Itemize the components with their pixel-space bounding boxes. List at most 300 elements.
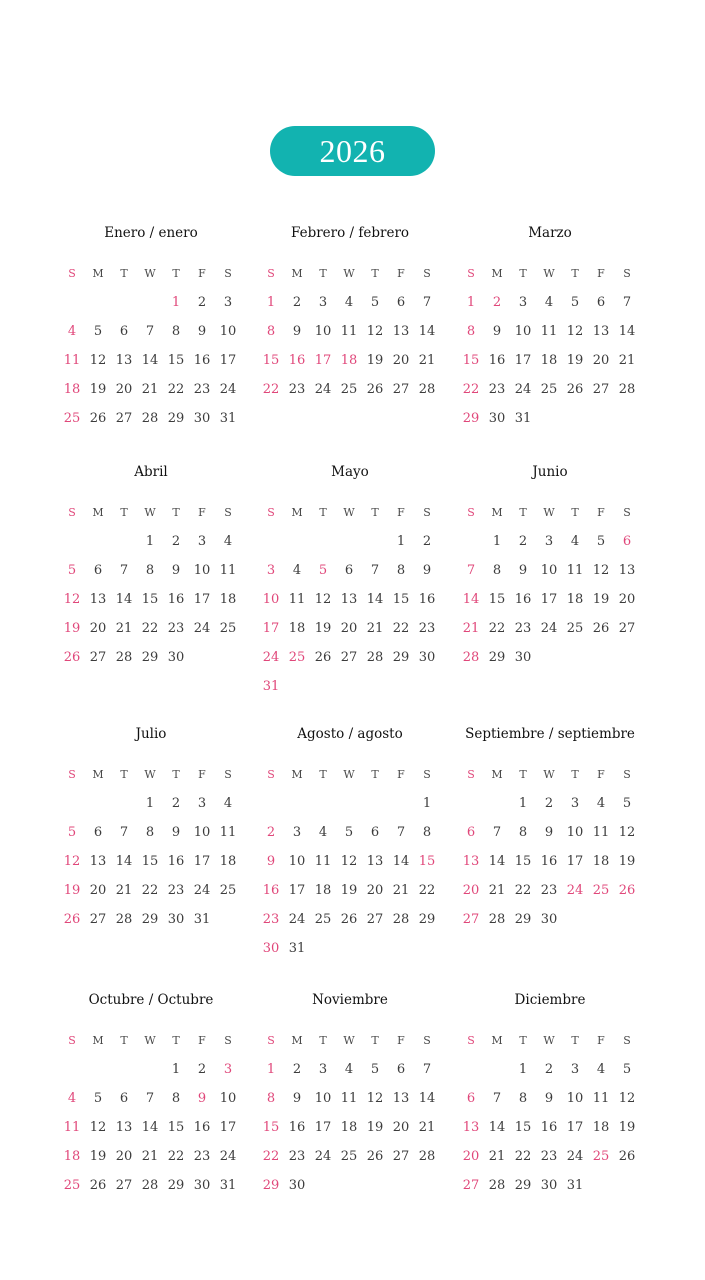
day-cell: 17 [514,353,532,368]
day-cell: 25 [592,883,610,898]
day-cell: 23 [488,382,506,397]
day-cell: 12 [566,324,584,339]
day-cell: 27 [366,912,384,927]
day-cell: 30 [167,650,185,665]
day-cell: 7 [119,563,129,578]
day-cell: 18 [63,1149,81,1164]
day-cell: 22 [488,621,506,636]
day-cell: 20 [115,1149,133,1164]
day-cell: 4 [344,1062,354,1077]
day-cell: 5 [622,1062,632,1077]
weekday-label: M [491,506,503,519]
day-cell: 3 [318,1062,328,1077]
day-cell: 6 [466,825,476,840]
day-cell: 18 [340,1120,358,1135]
weekday-label: F [198,267,206,280]
day-cell: 20 [462,883,480,898]
day-cell: 8 [171,324,181,339]
day-cell: 17 [193,854,211,869]
weekday-label: T [120,267,128,280]
weekday-label: S [267,1034,275,1047]
day-cell: 22 [167,382,185,397]
day-cell: 23 [288,382,306,397]
weekday-label: S [224,1034,232,1047]
day-cell: 14 [141,1120,159,1135]
day-cell: 26 [314,650,332,665]
day-cell: 15 [262,1120,280,1135]
day-cell: 5 [67,563,77,578]
day-cell: 10 [314,1091,332,1106]
day-cell: 26 [63,912,81,927]
day-cell: 30 [514,650,532,665]
weekday-label: M [491,267,503,280]
day-cell: 28 [488,912,506,927]
weekday-label: W [543,768,555,781]
day-cell: 19 [566,353,584,368]
day-cell: 2 [197,295,207,310]
day-cell: 14 [618,324,636,339]
day-cell: 2 [422,534,432,549]
day-cell: 7 [396,825,406,840]
day-cell: 30 [488,411,506,426]
day-cell: 10 [193,825,211,840]
day-cell: 31 [514,411,532,426]
weekday-label: F [198,1034,206,1047]
day-cell: 1 [492,534,502,549]
day-cell: 7 [145,324,155,339]
day-cell: 27 [618,621,636,636]
day-cell: 11 [340,1091,358,1106]
day-cell: 1 [518,1062,528,1077]
day-cell: 30 [167,912,185,927]
day-cell: 27 [462,1178,480,1193]
day-cell: 1 [422,796,432,811]
day-cell: 18 [219,854,237,869]
day-cell: 27 [462,912,480,927]
day-cell: 21 [141,1149,159,1164]
day-cell: 22 [262,382,280,397]
day-cell: 24 [219,1149,237,1164]
weekday-label: S [623,267,631,280]
day-cell: 22 [141,883,159,898]
weekday-label: M [92,1034,104,1047]
day-cell: 2 [544,1062,554,1077]
day-cell: 21 [115,883,133,898]
day-cell: 10 [314,324,332,339]
day-cell: 8 [492,563,502,578]
day-cell: 15 [167,1120,185,1135]
weekday-label: T [319,768,327,781]
weekday-label: T [172,267,180,280]
day-cell: 21 [141,382,159,397]
weekday-label: W [543,506,555,519]
weekday-label: T [120,768,128,781]
day-cell: 7 [145,1091,155,1106]
day-cell: 26 [366,1149,384,1164]
day-cell: 20 [618,592,636,607]
day-cell: 16 [488,353,506,368]
day-cell: 23 [288,1149,306,1164]
weekday-label: M [92,768,104,781]
day-cell: 2 [266,825,276,840]
day-cell: 12 [618,1091,636,1106]
day-cell: 15 [167,353,185,368]
weekday-label: T [519,267,527,280]
day-cell: 21 [488,883,506,898]
day-cell: 27 [89,912,107,927]
weekday-label: S [224,267,232,280]
day-cell: 6 [622,534,632,549]
weekday-label: F [597,768,605,781]
day-cell: 2 [292,1062,302,1077]
weekday-label: S [623,1034,631,1047]
weekday-label: T [571,1034,579,1047]
month-title: Agosto / agosto [297,726,403,742]
day-cell: 29 [141,650,159,665]
weekday-header [458,768,642,784]
day-cell: 28 [392,912,410,927]
weekday-label: M [291,267,303,280]
day-cell: 9 [171,825,181,840]
day-cell: 11 [288,592,306,607]
day-cell: 23 [540,1149,558,1164]
day-cell: 5 [622,796,632,811]
day-cell: 12 [63,592,81,607]
day-cell: 28 [141,1178,159,1193]
day-cell: 31 [566,1178,584,1193]
day-cell: 21 [418,1120,436,1135]
day-cell: 12 [314,592,332,607]
day-cell: 14 [418,1091,436,1106]
weekday-label: T [120,1034,128,1047]
day-cell: 15 [141,854,159,869]
weekday-label: F [397,768,405,781]
weekday-label: S [68,267,76,280]
day-cell: 17 [566,1120,584,1135]
day-cell: 22 [392,621,410,636]
weekday-label: F [597,1034,605,1047]
day-cell: 18 [540,353,558,368]
day-cell: 2 [171,796,181,811]
month-title: Marzo [528,225,572,241]
day-cell: 3 [518,295,528,310]
day-cell: 3 [570,1062,580,1077]
month-title: Junio [532,464,568,480]
day-cell: 16 [514,592,532,607]
day-cell: 13 [592,324,610,339]
weekday-label: T [571,506,579,519]
day-cell: 26 [89,1178,107,1193]
day-cell: 27 [392,1149,410,1164]
weekday-header [59,506,243,522]
day-cell: 25 [566,621,584,636]
month-title: Noviembre [312,992,388,1008]
day-cell: 19 [366,1120,384,1135]
day-cell: 5 [318,563,328,578]
month-title: Febrero / febrero [290,225,410,241]
day-cell: 15 [262,353,280,368]
weekday-label: S [224,768,232,781]
day-cell: 16 [540,854,558,869]
weekday-label: T [319,506,327,519]
day-cell: 30 [540,1178,558,1193]
day-cell: 18 [340,353,358,368]
day-cell: 4 [318,825,328,840]
day-cell: 26 [89,411,107,426]
day-cell: 15 [462,353,480,368]
day-cell: 27 [115,411,133,426]
day-cell: 24 [193,883,211,898]
day-cell: 7 [492,1091,502,1106]
day-cell: 26 [63,650,81,665]
day-cell: 16 [193,1120,211,1135]
day-cell: 23 [193,1149,211,1164]
day-cell: 8 [171,1091,181,1106]
day-cell: 14 [115,854,133,869]
day-cell: 15 [514,854,532,869]
day-cell: 25 [63,1178,81,1193]
day-cell: 11 [63,1120,81,1135]
day-cell: 20 [392,1120,410,1135]
weekday-label: S [467,768,475,781]
day-cell: 20 [392,353,410,368]
day-cell: 9 [171,563,181,578]
day-cell: 18 [592,1120,610,1135]
day-cell: 29 [462,411,480,426]
day-cell: 13 [89,592,107,607]
day-cell: 25 [592,1149,610,1164]
day-cell: 12 [618,825,636,840]
day-cell: 7 [370,563,380,578]
weekday-label: W [144,768,156,781]
day-cell: 8 [422,825,432,840]
day-cell: 6 [396,1062,406,1077]
day-cell: 13 [115,353,133,368]
day-cell: 1 [266,295,276,310]
weekday-label: S [423,1034,431,1047]
weekday-label: S [467,1034,475,1047]
day-cell: 18 [63,382,81,397]
day-cell: 25 [63,411,81,426]
day-cell: 19 [89,1149,107,1164]
day-cell: 3 [223,1062,233,1077]
day-cell: 21 [392,883,410,898]
day-cell: 3 [292,825,302,840]
day-cell: 1 [145,796,155,811]
day-cell: 24 [514,382,532,397]
weekday-header [258,768,442,784]
day-cell: 7 [622,295,632,310]
day-cell: 9 [292,324,302,339]
weekday-label: F [198,768,206,781]
weekday-label: T [519,506,527,519]
month-title: Diciembre [514,992,586,1008]
day-cell: 10 [219,1091,237,1106]
day-cell: 20 [340,621,358,636]
day-cell: 19 [63,621,81,636]
weekday-label: W [144,1034,156,1047]
day-cell: 12 [366,1091,384,1106]
day-cell: 25 [340,1149,358,1164]
day-cell: 31 [193,912,211,927]
day-cell: 17 [288,883,306,898]
day-cell: 30 [193,1178,211,1193]
day-cell: 9 [422,563,432,578]
weekday-header [59,1034,243,1050]
day-cell: 5 [93,1091,103,1106]
day-cell: 28 [462,650,480,665]
day-cell: 27 [115,1178,133,1193]
day-cell: 1 [145,534,155,549]
day-cell: 20 [89,621,107,636]
day-cell: 23 [514,621,532,636]
day-cell: 3 [197,796,207,811]
weekday-label: S [267,768,275,781]
weekday-label: M [291,1034,303,1047]
weekday-label: F [198,506,206,519]
weekday-header [59,267,243,283]
day-cell: 3 [223,295,233,310]
day-cell: 21 [115,621,133,636]
day-cell: 24 [288,912,306,927]
day-cell: 30 [262,941,280,956]
day-cell: 20 [89,883,107,898]
weekday-label: W [543,267,555,280]
day-cell: 5 [570,295,580,310]
day-cell: 21 [366,621,384,636]
day-cell: 12 [340,854,358,869]
day-cell: 18 [314,883,332,898]
day-cell: 5 [344,825,354,840]
day-cell: 23 [167,883,185,898]
day-cell: 1 [171,1062,181,1077]
day-cell: 25 [540,382,558,397]
day-cell: 29 [262,1178,280,1193]
day-cell: 27 [89,650,107,665]
day-cell: 9 [518,563,528,578]
day-cell: 31 [262,679,280,694]
day-cell: 14 [141,353,159,368]
day-cell: 9 [197,1091,207,1106]
day-cell: 23 [418,621,436,636]
day-cell: 2 [171,534,181,549]
day-cell: 19 [89,382,107,397]
day-cell: 4 [344,295,354,310]
weekday-label: T [172,1034,180,1047]
day-cell: 10 [262,592,280,607]
day-cell: 23 [262,912,280,927]
day-cell: 26 [592,621,610,636]
weekday-label: F [597,506,605,519]
day-cell: 10 [566,825,584,840]
weekday-label: S [423,768,431,781]
day-cell: 3 [570,796,580,811]
weekday-label: S [423,506,431,519]
weekday-label: T [319,267,327,280]
weekday-label: S [224,506,232,519]
day-cell: 22 [167,1149,185,1164]
day-cell: 10 [193,563,211,578]
day-cell: 24 [193,621,211,636]
day-cell: 17 [262,621,280,636]
day-cell: 19 [340,883,358,898]
day-cell: 10 [219,324,237,339]
day-cell: 2 [292,295,302,310]
day-cell: 15 [514,1120,532,1135]
day-cell: 8 [145,563,155,578]
day-cell: 9 [292,1091,302,1106]
day-cell: 16 [167,854,185,869]
weekday-label: W [543,1034,555,1047]
day-cell: 5 [67,825,77,840]
day-cell: 6 [93,563,103,578]
day-cell: 28 [115,650,133,665]
month-title: Abril [134,464,168,480]
day-cell: 20 [462,1149,480,1164]
weekday-label: F [397,506,405,519]
day-cell: 28 [115,912,133,927]
day-cell: 4 [570,534,580,549]
day-cell: 13 [462,1120,480,1135]
day-cell: 15 [392,592,410,607]
day-cell: 8 [518,1091,528,1106]
day-cell: 30 [540,912,558,927]
month-title: Enero / enero [104,225,198,241]
day-cell: 25 [340,382,358,397]
day-cell: 24 [540,621,558,636]
day-cell: 12 [592,563,610,578]
day-cell: 15 [488,592,506,607]
weekday-header [258,267,442,283]
day-cell: 1 [266,1062,276,1077]
day-cell: 28 [366,650,384,665]
weekday-label: T [120,506,128,519]
day-cell: 25 [219,621,237,636]
day-cell: 23 [540,883,558,898]
day-cell: 3 [266,563,276,578]
day-cell: 4 [292,563,302,578]
day-cell: 26 [366,382,384,397]
weekday-label: T [172,768,180,781]
day-cell: 8 [518,825,528,840]
day-cell: 19 [592,592,610,607]
day-cell: 25 [288,650,306,665]
day-cell: 3 [318,295,328,310]
day-cell: 13 [392,324,410,339]
day-cell: 7 [422,1062,432,1077]
day-cell: 13 [340,592,358,607]
day-cell: 16 [167,592,185,607]
day-cell: 16 [288,353,306,368]
day-cell: 22 [514,1149,532,1164]
day-cell: 22 [141,621,159,636]
weekday-label: M [491,1034,503,1047]
day-cell: 14 [418,324,436,339]
day-cell: 13 [89,854,107,869]
day-cell: 8 [266,324,276,339]
day-cell: 29 [418,912,436,927]
day-cell: 6 [344,563,354,578]
day-cell: 8 [466,324,476,339]
day-cell: 17 [314,1120,332,1135]
day-cell: 27 [392,382,410,397]
day-cell: 6 [119,324,129,339]
day-cell: 28 [418,1149,436,1164]
day-cell: 5 [370,295,380,310]
day-cell: 31 [219,411,237,426]
day-cell: 6 [596,295,606,310]
day-cell: 12 [63,854,81,869]
